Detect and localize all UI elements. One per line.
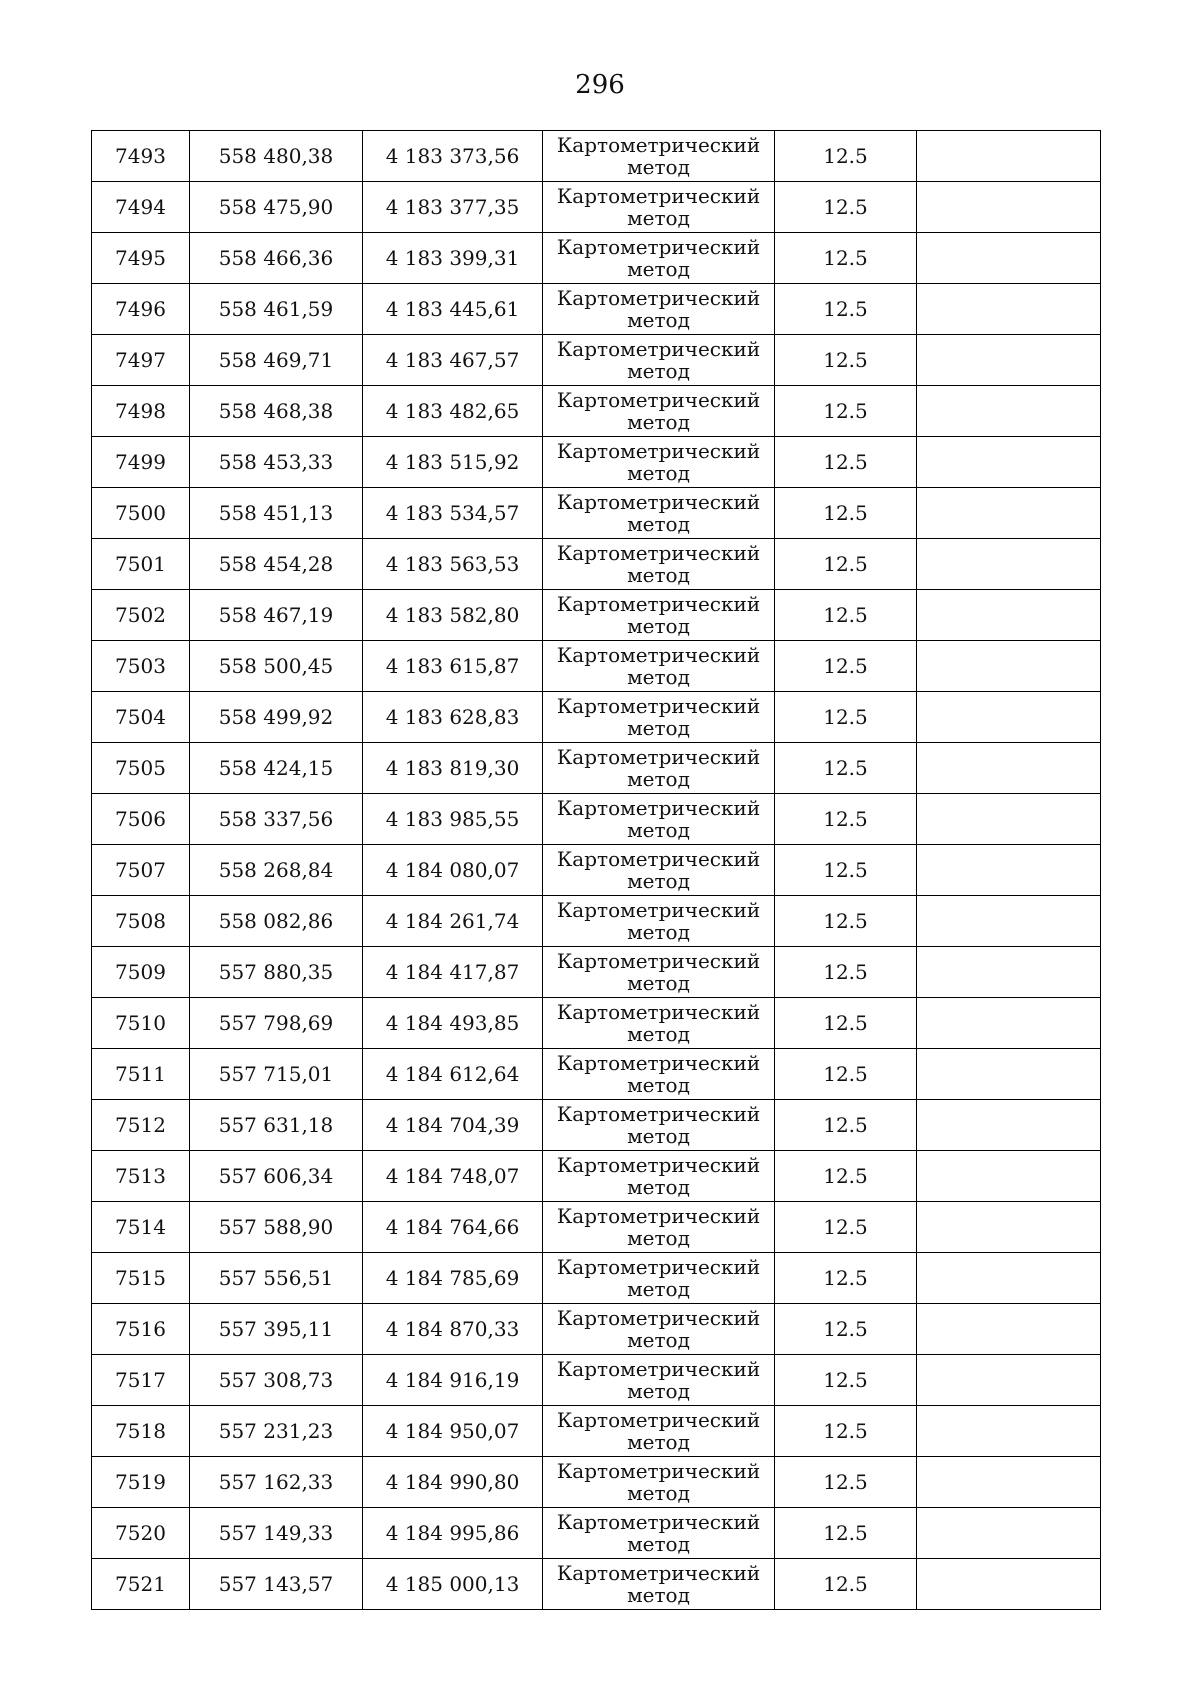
y-coordinate-cell: 4 183 373,56: [363, 131, 543, 182]
x-coordinate-cell: 558 475,90: [190, 182, 363, 233]
table-row: [92, 1559, 1101, 1610]
method-line-2: метод: [627, 1328, 690, 1352]
table-row: [92, 386, 1101, 437]
method-cell: [543, 896, 775, 947]
page-number: 296: [575, 70, 625, 100]
accuracy-cell: 12.5: [775, 590, 917, 641]
method-line-1: Картометрический: [556, 388, 761, 412]
method-cell: [543, 641, 775, 692]
table-row: [92, 845, 1101, 896]
method-line-2: метод: [627, 767, 690, 791]
table-row: [92, 1304, 1101, 1355]
accuracy-cell: 12.5: [775, 539, 917, 590]
method-cell: [543, 1508, 775, 1559]
x-coordinate-cell: 558 468,38: [190, 386, 363, 437]
accuracy-cell: 12.5: [775, 233, 917, 284]
extra-cell: [917, 233, 1101, 284]
method-cell: [543, 590, 775, 641]
method-cell: [543, 335, 775, 386]
extra-cell: [917, 1508, 1101, 1559]
x-coordinate-cell: 558 082,86: [190, 896, 363, 947]
method-line-1: Картометрический: [556, 1510, 761, 1534]
method-cell: [543, 131, 775, 182]
accuracy-cell: 12.5: [775, 1253, 917, 1304]
method-line-2: метод: [627, 665, 690, 689]
method-line-1: Картометрический: [556, 949, 761, 973]
extra-cell: [917, 1049, 1101, 1100]
accuracy-cell: 12.5: [775, 743, 917, 794]
accuracy-cell: 12.5: [775, 1100, 917, 1151]
x-coordinate-cell: 558 480,38: [190, 131, 363, 182]
method-cell: [543, 1202, 775, 1253]
method-line-2: метод: [627, 308, 690, 332]
method-line-1: Картометрический: [556, 439, 761, 463]
table-row: [92, 284, 1101, 335]
method-cell: [543, 1100, 775, 1151]
extra-cell: [917, 590, 1101, 641]
method-line-1: Картометрический: [556, 235, 761, 259]
method-line-1: Картометрический: [556, 1357, 761, 1381]
accuracy-cell: 12.5: [775, 896, 917, 947]
method-line-2: метод: [627, 869, 690, 893]
point-number-cell: 7508: [92, 896, 190, 947]
y-coordinate-cell: 4 184 493,85: [363, 998, 543, 1049]
method-line-1: Картометрический: [556, 184, 761, 208]
extra-cell: [917, 1457, 1101, 1508]
method-line-2: метод: [627, 359, 690, 383]
table-row: [92, 947, 1101, 998]
method-line-2: метод: [627, 410, 690, 434]
extra-cell: [917, 1559, 1101, 1610]
point-number-cell: 7503: [92, 641, 190, 692]
table-row: [92, 896, 1101, 947]
accuracy-cell: 12.5: [775, 386, 917, 437]
method-cell: [543, 794, 775, 845]
y-coordinate-cell: 4 184 080,07: [363, 845, 543, 896]
x-coordinate-cell: 557 798,69: [190, 998, 363, 1049]
x-coordinate-cell: 557 556,51: [190, 1253, 363, 1304]
point-number-cell: 7512: [92, 1100, 190, 1151]
y-coordinate-cell: 4 184 995,86: [363, 1508, 543, 1559]
table-row: [92, 233, 1101, 284]
point-number-cell: 7506: [92, 794, 190, 845]
method-cell: [543, 488, 775, 539]
table-row: [92, 437, 1101, 488]
coordinates-table-body: [92, 131, 1101, 1610]
method-line-1: Картометрический: [556, 1459, 761, 1483]
accuracy-cell: 12.5: [775, 1304, 917, 1355]
y-coordinate-cell: 4 183 515,92: [363, 437, 543, 488]
accuracy-cell: 12.5: [775, 947, 917, 998]
extra-cell: [917, 794, 1101, 845]
extra-cell: [917, 692, 1101, 743]
point-number-cell: 7501: [92, 539, 190, 590]
accuracy-cell: 12.5: [775, 335, 917, 386]
method-line-2: метод: [627, 155, 690, 179]
extra-cell: [917, 641, 1101, 692]
table-row: [92, 182, 1101, 233]
x-coordinate-cell: 558 337,56: [190, 794, 363, 845]
x-coordinate-cell: 558 453,33: [190, 437, 363, 488]
table-row: [92, 692, 1101, 743]
method-line-2: метод: [627, 1379, 690, 1403]
method-cell: [543, 1457, 775, 1508]
y-coordinate-cell: 4 184 785,69: [363, 1253, 543, 1304]
table-row: [92, 1355, 1101, 1406]
x-coordinate-cell: 557 143,57: [190, 1559, 363, 1610]
accuracy-cell: 12.5: [775, 1457, 917, 1508]
point-number-cell: 7495: [92, 233, 190, 284]
method-line-1: Картометрический: [556, 1561, 761, 1585]
x-coordinate-cell: 557 395,11: [190, 1304, 363, 1355]
method-line-1: Картометрический: [556, 1051, 761, 1075]
accuracy-cell: 12.5: [775, 131, 917, 182]
accuracy-cell: 12.5: [775, 845, 917, 896]
method-line-2: метод: [627, 1532, 690, 1556]
table-row: [92, 794, 1101, 845]
x-coordinate-cell: 557 631,18: [190, 1100, 363, 1151]
x-coordinate-cell: 558 454,28: [190, 539, 363, 590]
y-coordinate-cell: 4 183 819,30: [363, 743, 543, 794]
method-line-1: Картометрический: [556, 1000, 761, 1024]
point-number-cell: 7505: [92, 743, 190, 794]
x-coordinate-cell: 558 461,59: [190, 284, 363, 335]
method-line-1: Картометрический: [556, 694, 761, 718]
method-line-1: Картометрический: [556, 541, 761, 565]
x-coordinate-cell: 557 308,73: [190, 1355, 363, 1406]
table-row: [92, 1202, 1101, 1253]
x-coordinate-cell: 558 268,84: [190, 845, 363, 896]
method-line-2: метод: [627, 1277, 690, 1301]
method-line-2: метод: [627, 1073, 690, 1097]
table-row: [92, 335, 1101, 386]
extra-cell: [917, 131, 1101, 182]
accuracy-cell: 12.5: [775, 1151, 917, 1202]
y-coordinate-cell: 4 184 870,33: [363, 1304, 543, 1355]
table-row: [92, 998, 1101, 1049]
point-number-cell: 7494: [92, 182, 190, 233]
extra-cell: [917, 1151, 1101, 1202]
y-coordinate-cell: 4 184 612,64: [363, 1049, 543, 1100]
extra-cell: [917, 1100, 1101, 1151]
method-line-2: метод: [627, 614, 690, 638]
accuracy-cell: 12.5: [775, 641, 917, 692]
y-coordinate-cell: 4 184 417,87: [363, 947, 543, 998]
coordinates-table: [91, 130, 1101, 1610]
method-cell: [543, 437, 775, 488]
method-line-2: метод: [627, 1430, 690, 1454]
method-line-2: метод: [627, 1583, 690, 1607]
method-line-1: Картометрический: [556, 898, 761, 922]
table-row: [92, 1508, 1101, 1559]
point-number-cell: 7521: [92, 1559, 190, 1610]
y-coordinate-cell: 4 184 990,80: [363, 1457, 543, 1508]
point-number-cell: 7504: [92, 692, 190, 743]
table-row: [92, 1049, 1101, 1100]
method-cell: [543, 182, 775, 233]
method-cell: [543, 1151, 775, 1202]
method-line-1: Картометрический: [556, 1255, 761, 1279]
method-cell: [543, 1406, 775, 1457]
x-coordinate-cell: 557 880,35: [190, 947, 363, 998]
accuracy-cell: 12.5: [775, 182, 917, 233]
table-row: [92, 131, 1101, 182]
table-row: [92, 539, 1101, 590]
method-line-1: Картометрический: [556, 133, 761, 157]
table-row: [92, 1406, 1101, 1457]
accuracy-cell: 12.5: [775, 437, 917, 488]
point-number-cell: 7518: [92, 1406, 190, 1457]
method-line-1: Картометрический: [556, 1408, 761, 1432]
method-line-2: метод: [627, 563, 690, 587]
method-line-1: Картометрический: [556, 1153, 761, 1177]
method-cell: [543, 692, 775, 743]
method-line-2: метод: [627, 1022, 690, 1046]
method-cell: [543, 539, 775, 590]
method-cell: [543, 1559, 775, 1610]
accuracy-cell: 12.5: [775, 1202, 917, 1253]
method-line-1: Картометрический: [556, 796, 761, 820]
table-row: [92, 1151, 1101, 1202]
accuracy-cell: 12.5: [775, 794, 917, 845]
x-coordinate-cell: 558 467,19: [190, 590, 363, 641]
method-line-2: метод: [627, 461, 690, 485]
point-number-cell: 7496: [92, 284, 190, 335]
y-coordinate-cell: 4 184 704,39: [363, 1100, 543, 1151]
extra-cell: [917, 743, 1101, 794]
accuracy-cell: 12.5: [775, 692, 917, 743]
extra-cell: [917, 386, 1101, 437]
y-coordinate-cell: 4 183 582,80: [363, 590, 543, 641]
point-number-cell: 7509: [92, 947, 190, 998]
accuracy-cell: 12.5: [775, 998, 917, 1049]
table-row: [92, 1457, 1101, 1508]
x-coordinate-cell: 558 499,92: [190, 692, 363, 743]
method-line-1: Картометрический: [556, 745, 761, 769]
extra-cell: [917, 896, 1101, 947]
point-number-cell: 7493: [92, 131, 190, 182]
point-number-cell: 7516: [92, 1304, 190, 1355]
y-coordinate-cell: 4 183 482,65: [363, 386, 543, 437]
method-line-1: Картометрический: [556, 592, 761, 616]
extra-cell: [917, 1304, 1101, 1355]
point-number-cell: 7520: [92, 1508, 190, 1559]
y-coordinate-cell: 4 184 916,19: [363, 1355, 543, 1406]
point-number-cell: 7507: [92, 845, 190, 896]
method-line-1: Картометрический: [556, 490, 761, 514]
method-cell: [543, 386, 775, 437]
extra-cell: [917, 1406, 1101, 1457]
method-line-2: метод: [627, 920, 690, 944]
point-number-cell: 7515: [92, 1253, 190, 1304]
method-cell: [543, 998, 775, 1049]
y-coordinate-cell: 4 184 261,74: [363, 896, 543, 947]
method-line-1: Картометрический: [556, 286, 761, 310]
method-cell: [543, 1253, 775, 1304]
accuracy-cell: 12.5: [775, 1559, 917, 1610]
extra-cell: [917, 845, 1101, 896]
table-row: [92, 488, 1101, 539]
method-line-2: метод: [627, 818, 690, 842]
point-number-cell: 7511: [92, 1049, 190, 1100]
y-coordinate-cell: 4 183 467,57: [363, 335, 543, 386]
y-coordinate-cell: 4 183 534,57: [363, 488, 543, 539]
method-cell: [543, 1355, 775, 1406]
method-line-2: метод: [627, 257, 690, 281]
y-coordinate-cell: 4 183 563,53: [363, 539, 543, 590]
table-row: [92, 1253, 1101, 1304]
accuracy-cell: 12.5: [775, 284, 917, 335]
method-cell: [543, 1049, 775, 1100]
point-number-cell: 7513: [92, 1151, 190, 1202]
point-number-cell: 7502: [92, 590, 190, 641]
method-line-1: Картометрический: [556, 1102, 761, 1126]
table-row: [92, 590, 1101, 641]
point-number-cell: 7499: [92, 437, 190, 488]
method-cell: [543, 1304, 775, 1355]
table-row: [92, 641, 1101, 692]
accuracy-cell: 12.5: [775, 1406, 917, 1457]
extra-cell: [917, 488, 1101, 539]
extra-cell: [917, 1355, 1101, 1406]
y-coordinate-cell: 4 183 399,31: [363, 233, 543, 284]
accuracy-cell: 12.5: [775, 1355, 917, 1406]
method-cell: [543, 743, 775, 794]
table-row: [92, 743, 1101, 794]
extra-cell: [917, 539, 1101, 590]
point-number-cell: 7497: [92, 335, 190, 386]
point-number-cell: 7514: [92, 1202, 190, 1253]
method-line-2: метод: [627, 1124, 690, 1148]
method-cell: [543, 233, 775, 284]
extra-cell: [917, 182, 1101, 233]
method-line-2: метод: [627, 971, 690, 995]
point-number-cell: 7517: [92, 1355, 190, 1406]
y-coordinate-cell: 4 183 445,61: [363, 284, 543, 335]
x-coordinate-cell: 558 466,36: [190, 233, 363, 284]
method-line-1: Картометрический: [556, 847, 761, 871]
accuracy-cell: 12.5: [775, 1049, 917, 1100]
x-coordinate-cell: 558 500,45: [190, 641, 363, 692]
accuracy-cell: 12.5: [775, 1508, 917, 1559]
y-coordinate-cell: 4 183 377,35: [363, 182, 543, 233]
point-number-cell: 7500: [92, 488, 190, 539]
y-coordinate-cell: 4 184 748,07: [363, 1151, 543, 1202]
x-coordinate-cell: 557 606,34: [190, 1151, 363, 1202]
y-coordinate-cell: 4 183 628,83: [363, 692, 543, 743]
x-coordinate-cell: 557 149,33: [190, 1508, 363, 1559]
y-coordinate-cell: 4 183 615,87: [363, 641, 543, 692]
method-line-2: метод: [627, 512, 690, 536]
x-coordinate-cell: 558 424,15: [190, 743, 363, 794]
extra-cell: [917, 284, 1101, 335]
method-line-2: метод: [627, 206, 690, 230]
method-cell: [543, 947, 775, 998]
extra-cell: [917, 437, 1101, 488]
x-coordinate-cell: 557 162,33: [190, 1457, 363, 1508]
point-number-cell: 7498: [92, 386, 190, 437]
accuracy-cell: 12.5: [775, 488, 917, 539]
method-cell: [543, 845, 775, 896]
extra-cell: [917, 998, 1101, 1049]
x-coordinate-cell: 558 469,71: [190, 335, 363, 386]
extra-cell: [917, 1202, 1101, 1253]
table-row: [92, 1100, 1101, 1151]
y-coordinate-cell: 4 183 985,55: [363, 794, 543, 845]
method-cell: [543, 284, 775, 335]
x-coordinate-cell: 557 231,23: [190, 1406, 363, 1457]
method-line-1: Картометрический: [556, 643, 761, 667]
method-line-2: метод: [627, 1481, 690, 1505]
point-number-cell: 7510: [92, 998, 190, 1049]
x-coordinate-cell: 557 588,90: [190, 1202, 363, 1253]
y-coordinate-cell: 4 185 000,13: [363, 1559, 543, 1610]
x-coordinate-cell: 558 451,13: [190, 488, 363, 539]
method-line-2: метод: [627, 1226, 690, 1250]
method-line-2: метод: [627, 1175, 690, 1199]
extra-cell: [917, 335, 1101, 386]
method-line-1: Картометрический: [556, 1306, 761, 1330]
method-line-1: Картометрический: [556, 1204, 761, 1228]
method-line-1: Картометрический: [556, 337, 761, 361]
y-coordinate-cell: 4 184 950,07: [363, 1406, 543, 1457]
point-number-cell: 7519: [92, 1457, 190, 1508]
x-coordinate-cell: 557 715,01: [190, 1049, 363, 1100]
method-line-2: метод: [627, 716, 690, 740]
y-coordinate-cell: 4 184 764,66: [363, 1202, 543, 1253]
extra-cell: [917, 947, 1101, 998]
extra-cell: [917, 1253, 1101, 1304]
